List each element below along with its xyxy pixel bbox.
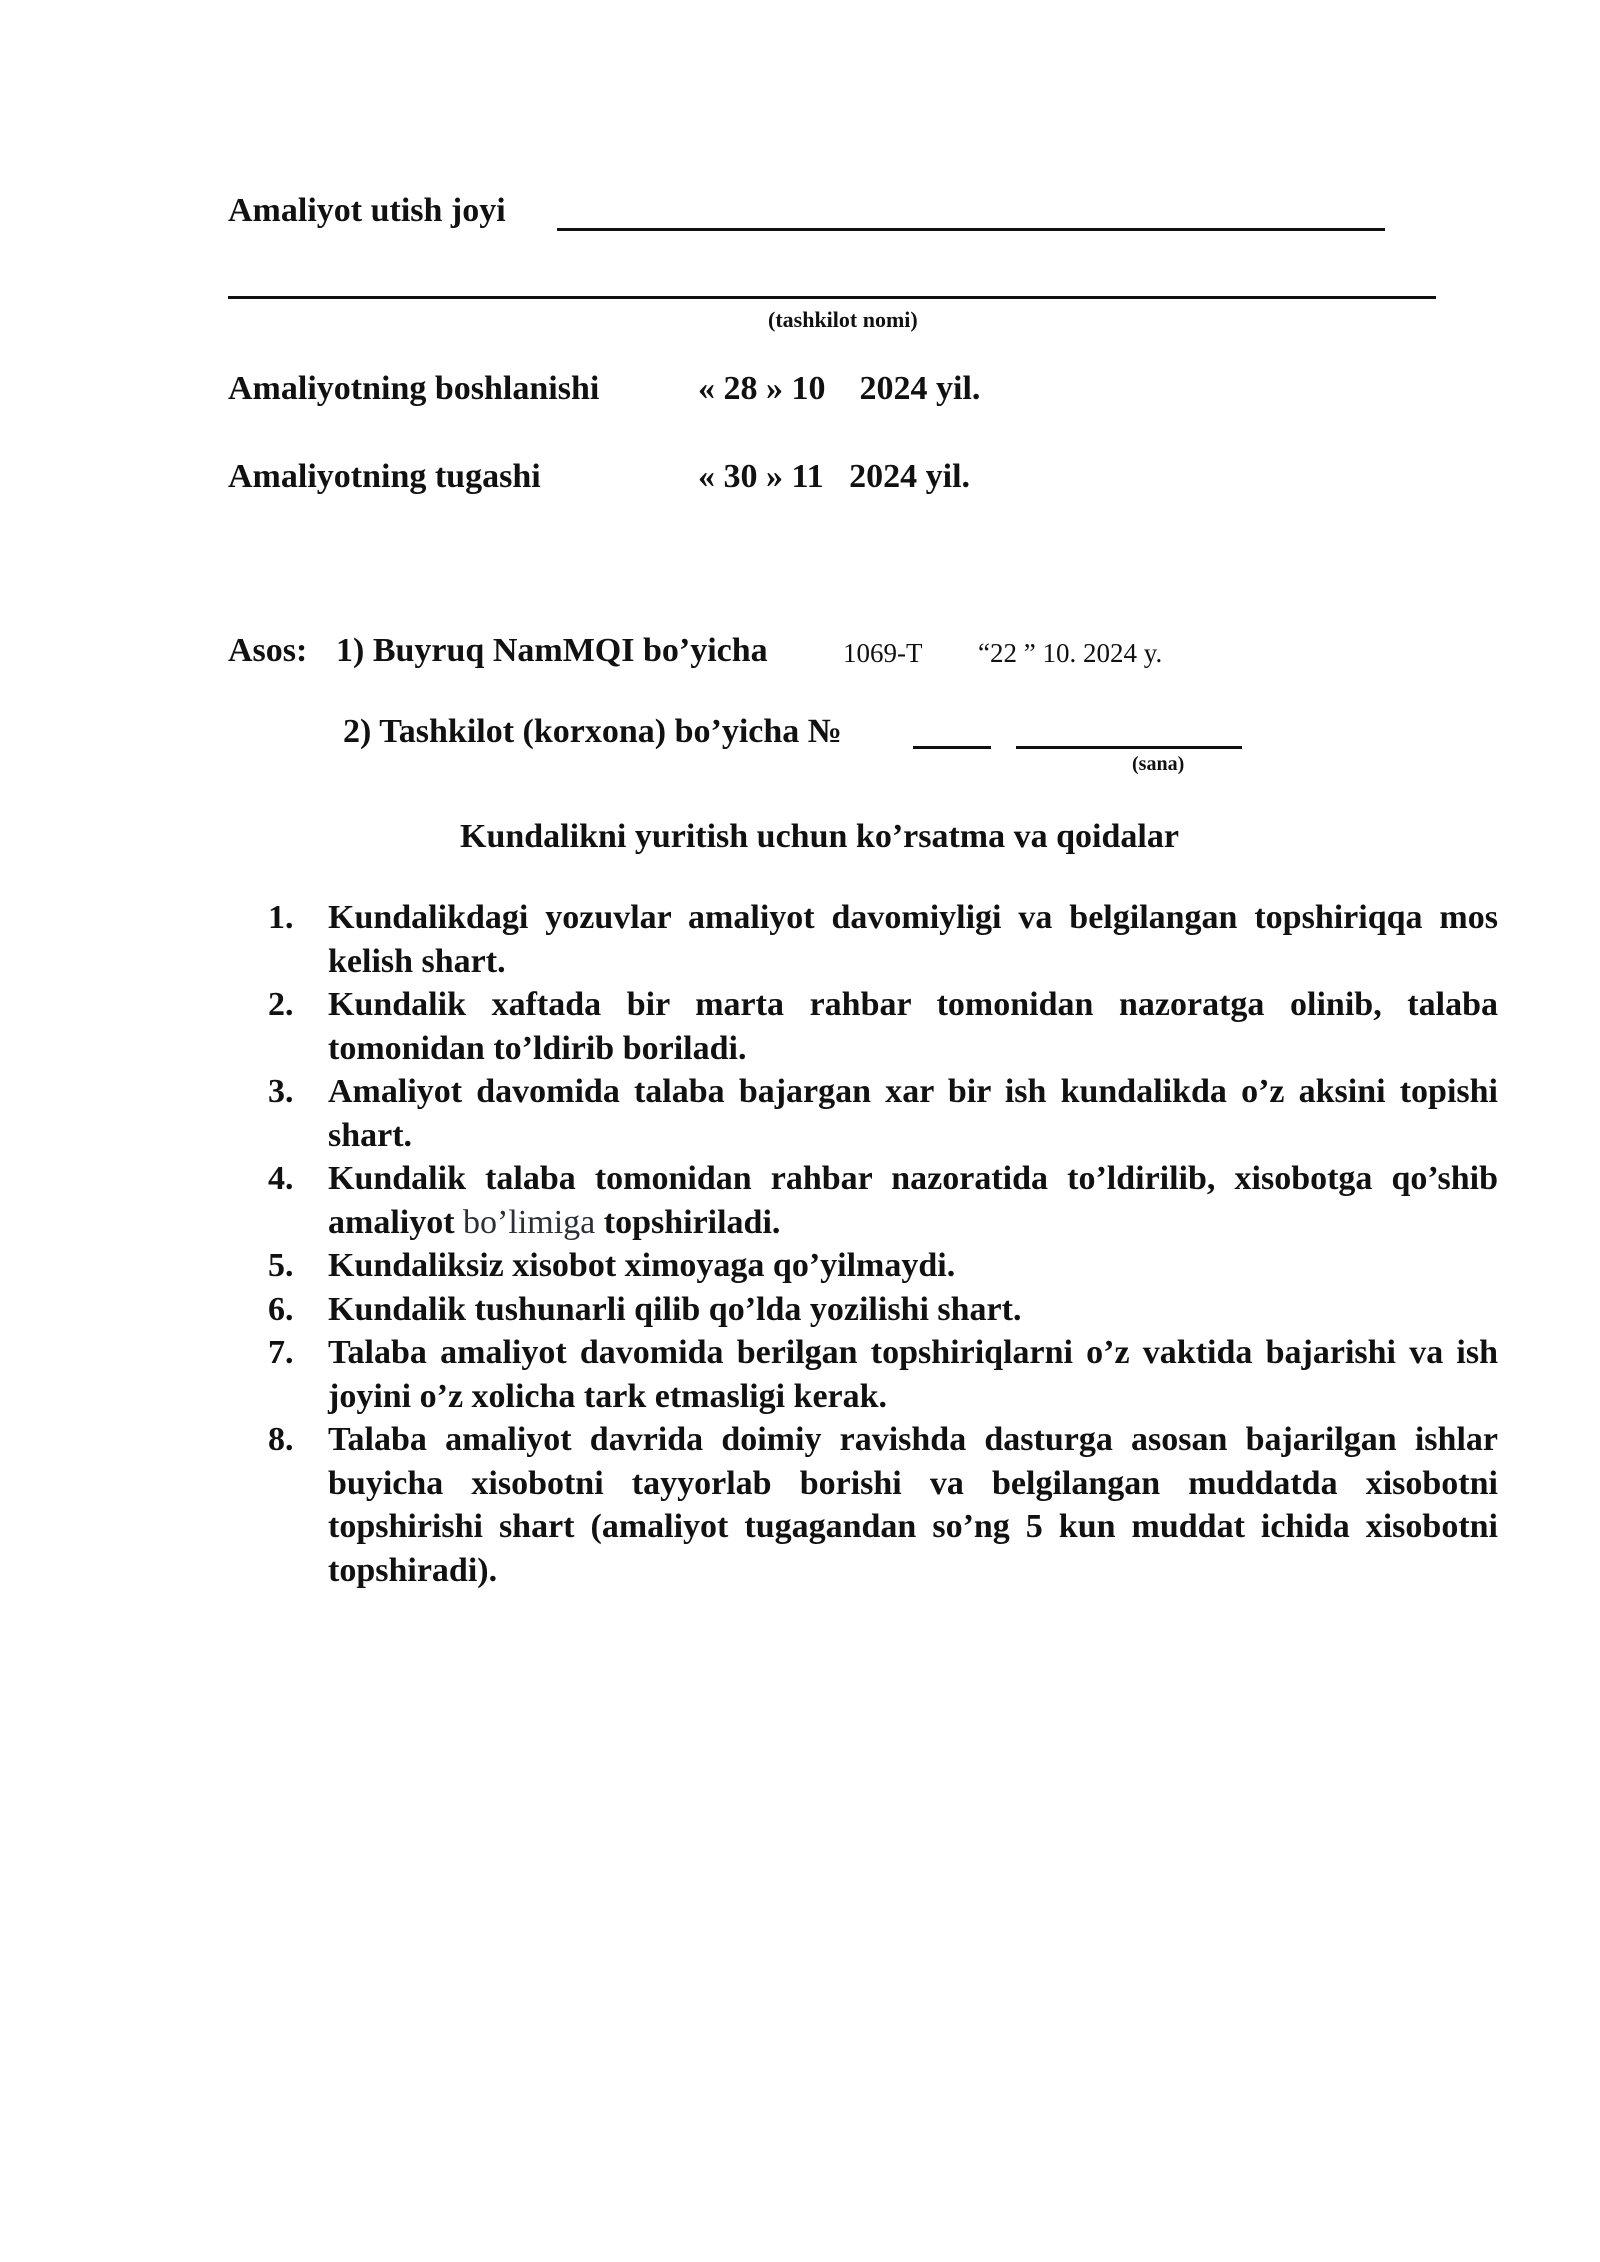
rule-text-part: topshiriladi. (595, 1203, 781, 1241)
rules-title: Kundalikni yuritish uchun ko’rsatma va qoidalar (460, 818, 1179, 855)
rule-text: Talaba amaliyot davomida berilgan topshiriqlarni o’z vaktida bajarishi va ish joyini o’z xolicha tark etmasligi kerak. (328, 1334, 1498, 1415)
rule-text-highlight: bo’limiga (463, 1203, 596, 1241)
rule-text: Kundaliksiz xisobot ximoyaga qo’yilmaydi. (328, 1247, 956, 1284)
basis-label: Asos: (228, 632, 308, 669)
rule-number: 2. (268, 986, 294, 1023)
basis-order-date: “22 ” 10. 2024 y. (978, 638, 1163, 668)
rule-number: 7. (268, 1334, 294, 1371)
basis-order-label: 1) Buyruq NamMQI bo’yicha (336, 632, 768, 669)
rule-text-part: Kundalik talaba tomonidan rahbar nazoratida to’ldirilib, xisobotga qo’shib amaliyot (328, 1160, 1498, 1241)
rule-number: 3. (268, 1073, 294, 1110)
rule-number: 6. (268, 1290, 294, 1328)
rule-item (268, 983, 1498, 1070)
organization-name-line (228, 296, 1436, 299)
basis-number-line (913, 746, 991, 749)
rule-item (268, 1288, 1498, 1332)
rule-text (328, 1157, 1498, 1244)
rule-number: 8. (268, 1421, 294, 1458)
start-date-label: Amaliyotning boshlanishi (228, 370, 600, 407)
rule-number: 1. (268, 899, 294, 936)
rule-text: Kundalikdagi yozuvlar amaliyot davomiyligi va belgilangan topshiriqqa mos kelish shart. (328, 899, 1498, 980)
end-date-label: Amaliyotning tugashi (228, 458, 541, 495)
basis-date-line (1016, 746, 1242, 749)
practice-place-line (557, 228, 1385, 231)
basis-order-number: 1069-T (843, 638, 923, 668)
rule-text: Amaliyot davomida talaba bajargan xar bir ish kundalikda o’z aksini topishi shart. (328, 1073, 1498, 1154)
rule-item (268, 1418, 1498, 1592)
basis-organization-label: 2) Tashkilot (korxona) bo’yicha № (343, 713, 842, 750)
start-date-value: « 28 » 10 2024 yil. (698, 370, 981, 407)
rules-list (268, 896, 1498, 1592)
organization-name-caption: (tashkilot nomi) (768, 307, 918, 332)
practice-place-label: Amaliyot utish joyi (228, 192, 506, 229)
rule-item (268, 1331, 1498, 1418)
rule-text: Kundalik tushunarli qilib qo’lda yozilishi shart. (328, 1290, 1022, 1328)
rule-text: Kundalik xaftada bir marta rahbar tomonidan nazoratga olinib, talaba tomonidan to’ldirib boriladi. (328, 986, 1498, 1067)
rule-text: Talaba amaliyot davrida doimiy ravishda dasturga asosan bajarilgan ishlar buyicha xisobotni tayyorlab borishi va belgilangan muddatda xisobotni topshirishi shart (amaliyot tugagandan so’ng 5 kun muddat ichida xisobotni topshiradi). (328, 1421, 1498, 1589)
rule-item (268, 896, 1498, 983)
rule-item (268, 1157, 1498, 1244)
rule-number: 4. (268, 1160, 294, 1197)
rule-item (268, 1244, 1498, 1288)
rule-number: 5. (268, 1247, 294, 1284)
end-date-value: « 30 » 11 2024 yil. (698, 458, 971, 495)
rule-item (268, 1070, 1498, 1157)
basis-date-caption: (sana) (1132, 753, 1185, 775)
